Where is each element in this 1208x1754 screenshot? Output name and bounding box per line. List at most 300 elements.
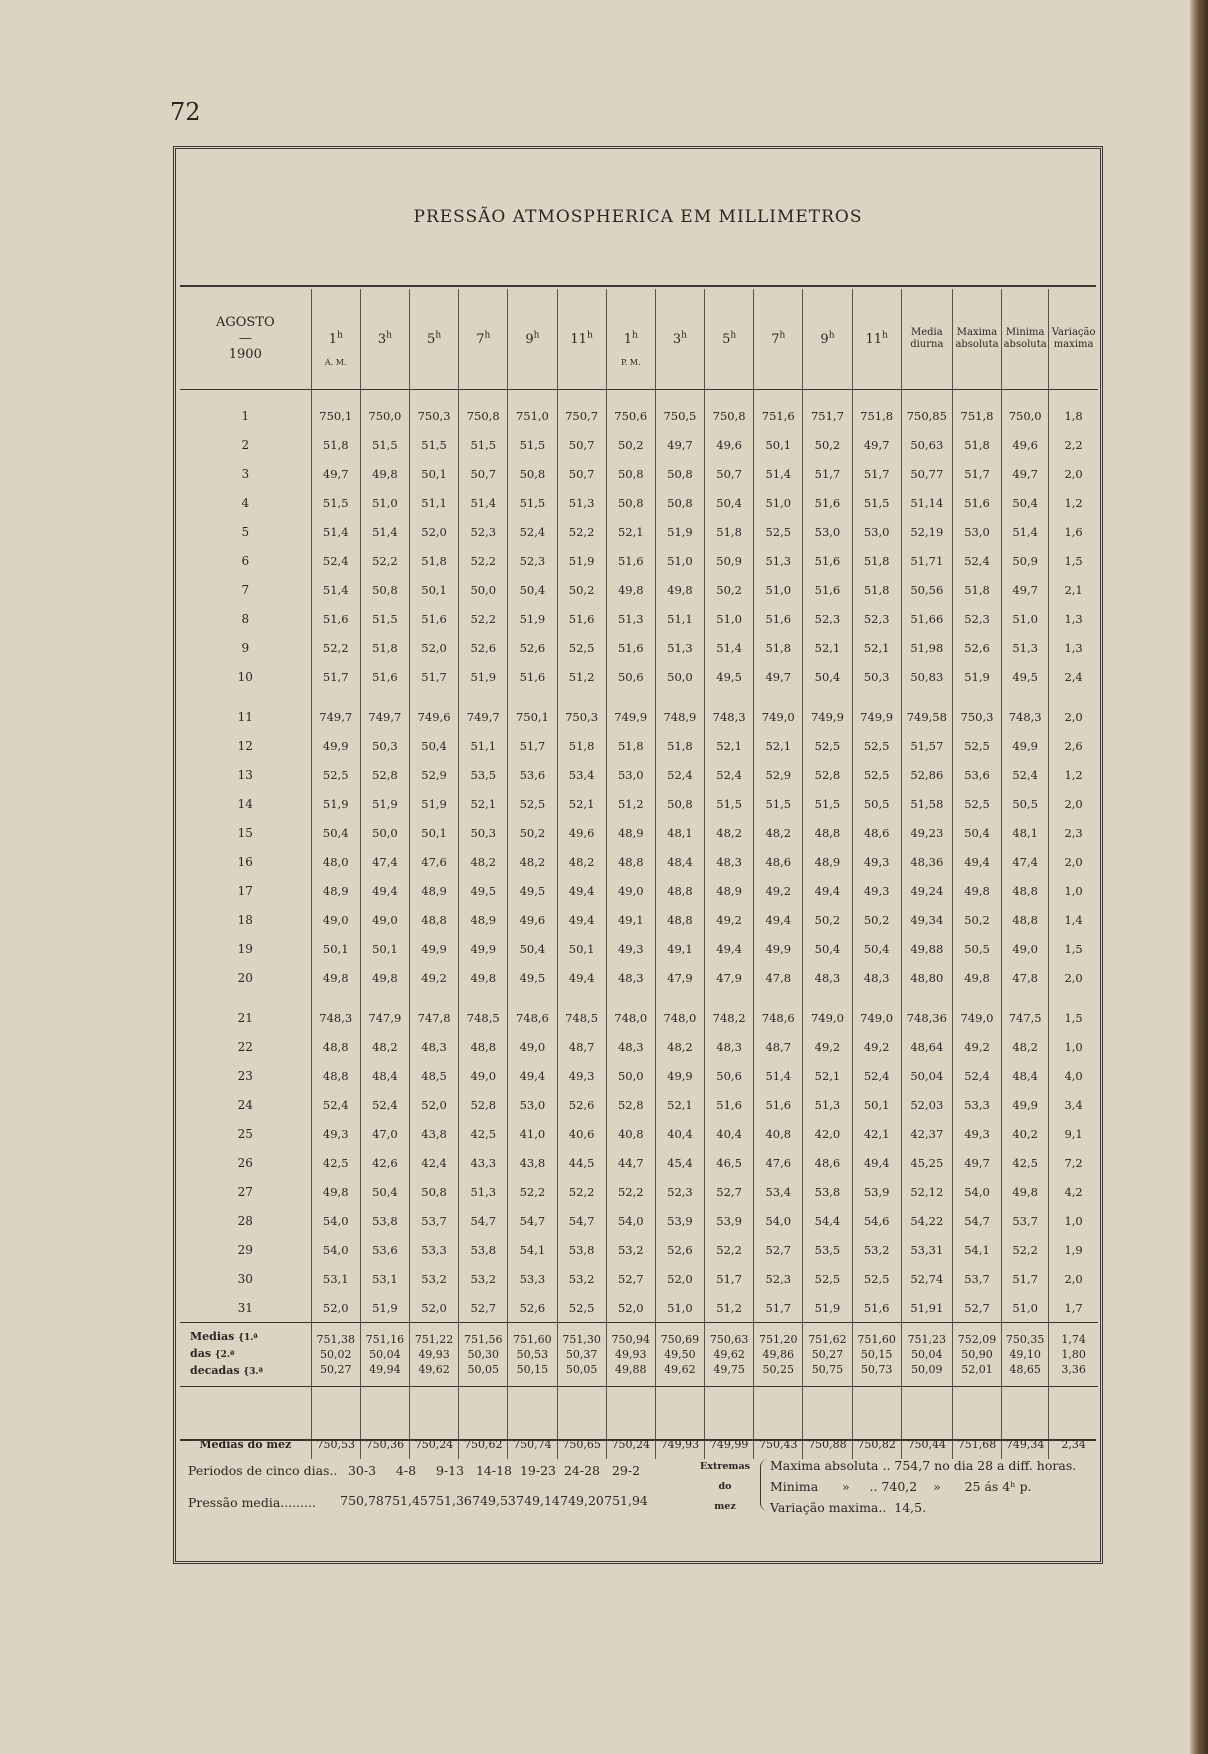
table-cell: 52,4 xyxy=(705,760,754,789)
table-cell: 45,25 xyxy=(901,1148,952,1177)
table-cell: 52,1 xyxy=(803,1061,852,1090)
table-cell: 749,9 xyxy=(852,691,901,731)
decade-means-row xyxy=(180,1323,1098,1387)
table-cell: 51,4 xyxy=(705,633,754,662)
minima-absoluta-header: Minima absoluta xyxy=(1002,289,1049,390)
table-cell: 47,6 xyxy=(409,847,458,876)
table-cell: 51,9 xyxy=(508,604,557,633)
table-title: PRESSÃO ATMOSPHERICA EM MILLIMETROS xyxy=(413,207,863,227)
decade-mean-value: 50,90 xyxy=(961,1348,993,1361)
hour-header: 5$^h$ xyxy=(705,289,754,390)
table-row xyxy=(180,691,1098,731)
table-cell: 51,4 xyxy=(360,517,409,546)
day-number: 14 xyxy=(237,796,253,811)
table-cell: 52,8 xyxy=(459,1090,508,1119)
month-header xyxy=(180,289,311,390)
table-cell: 49,0 xyxy=(508,1032,557,1061)
table-cell: 2,0 xyxy=(1049,963,1098,992)
table-cell: 51,4 xyxy=(311,575,360,604)
table-cell: 51,7 xyxy=(409,662,458,691)
table-cell: 50,2 xyxy=(705,575,754,604)
table-cell: 51,3 xyxy=(803,1090,852,1119)
table-cell: 749,6 xyxy=(409,691,458,731)
table-cell: 54,0 xyxy=(311,1235,360,1264)
table-cell: 53,3 xyxy=(508,1264,557,1293)
decade-mean-value: 52,01 xyxy=(961,1363,993,1376)
table-cell: 1,2 xyxy=(1049,488,1098,517)
table-cell: 51,9 xyxy=(655,517,704,546)
decade-mean-value: 750,69 xyxy=(660,1333,700,1346)
decade-mean-value: 49,86 xyxy=(762,1348,795,1361)
table-cell: 52,2 xyxy=(557,1177,606,1206)
table-cell: 48,9 xyxy=(705,876,754,905)
hour-header: 5$^h$ xyxy=(409,289,458,390)
table-row xyxy=(180,459,1098,488)
decade-mean-value: 49,88 xyxy=(615,1363,647,1376)
table-cell: 48,8 xyxy=(655,876,704,905)
table-cell: 52,03 xyxy=(901,1090,952,1119)
table-cell: 51,3 xyxy=(459,1177,508,1206)
table-cell: 748,3 xyxy=(311,992,360,1032)
table-cell: 50,4 xyxy=(409,731,458,760)
table-cell: 51,6 xyxy=(705,1090,754,1119)
table-cell: 42,1 xyxy=(852,1119,901,1148)
table-cell: 1,2 xyxy=(1049,760,1098,789)
month-mean-cell: 749,99 xyxy=(705,1387,754,1460)
table-cell: 50,1 xyxy=(409,459,458,488)
table-cell: 50,4 xyxy=(311,818,360,847)
table-cell: 49,8 xyxy=(655,575,704,604)
table-cell: 50,8 xyxy=(508,459,557,488)
table-frame xyxy=(173,146,1103,1564)
table-cell: 49,5 xyxy=(705,662,754,691)
decade-mean-value: 750,63 xyxy=(709,1333,749,1346)
table-cell: 49,24 xyxy=(901,876,952,905)
table-cell: 51,66 xyxy=(901,604,952,633)
table-cell: 50,2 xyxy=(606,430,655,459)
day-number: 11 xyxy=(237,709,253,724)
table-cell: 49,5 xyxy=(1002,662,1049,691)
day-number: 27 xyxy=(237,1184,253,1199)
month-mean-cell: 749,34 xyxy=(1002,1387,1049,1460)
table-cell: 1,0 xyxy=(1049,876,1098,905)
decade-mean-value: 50,05 xyxy=(565,1363,598,1376)
table-cell: 42,5 xyxy=(1002,1148,1049,1177)
page-edge-shadow xyxy=(1190,0,1208,1754)
table-cell: 51,9 xyxy=(459,662,508,691)
table-cell: 50,1 xyxy=(409,818,458,847)
table-cell: 49,2 xyxy=(852,1032,901,1061)
pressure-mean-label: Pressão media......... xyxy=(188,1495,317,1510)
table-row xyxy=(180,1032,1098,1061)
month-mean-cell: 750,44 xyxy=(901,1387,952,1460)
decade-mean-value: 50,04 xyxy=(369,1348,401,1361)
table-cell: 50,4 xyxy=(508,934,557,963)
table-cell: 54,7 xyxy=(952,1206,1001,1235)
table-cell: 52,3 xyxy=(508,546,557,575)
decade-mean-value: 48,65 xyxy=(1009,1363,1041,1376)
table-row xyxy=(180,1061,1098,1090)
pressure-mean: 749,53 xyxy=(472,1493,516,1508)
table-cell: 50,1 xyxy=(557,934,606,963)
table-cell: 48,9 xyxy=(459,905,508,934)
table-cell: 53,31 xyxy=(901,1235,952,1264)
table-cell: 51,5 xyxy=(409,430,458,459)
table-cell: 48,3 xyxy=(409,1032,458,1061)
table-cell: 50,2 xyxy=(952,905,1001,934)
table-cell: 1,9 xyxy=(1049,1235,1098,1264)
table-cell: 48,1 xyxy=(1002,818,1049,847)
table-cell: 2,0 xyxy=(1049,847,1098,876)
table-cell: 48,9 xyxy=(606,818,655,847)
table-cell: 51,5 xyxy=(852,488,901,517)
day-number: 3 xyxy=(241,466,250,481)
table-cell: 49,4 xyxy=(557,876,606,905)
table-cell: 49,34 xyxy=(901,905,952,934)
table-cell: 748,0 xyxy=(655,992,704,1032)
table-row xyxy=(180,1177,1098,1206)
table-cell: 52,1 xyxy=(557,789,606,818)
table-cell: 52,1 xyxy=(655,1090,704,1119)
table-cell: 40,6 xyxy=(557,1119,606,1148)
table-cell: 50,6 xyxy=(606,662,655,691)
pressure-mean: 750,78 xyxy=(340,1493,384,1508)
table-cell: 2,0 xyxy=(1049,691,1098,731)
table-cell: 52,8 xyxy=(803,760,852,789)
table-cell: 750,3 xyxy=(557,691,606,731)
table-cell: 52,6 xyxy=(508,633,557,662)
table-cell: 50,0 xyxy=(360,818,409,847)
table-cell: 51,4 xyxy=(311,517,360,546)
table-cell: 51,6 xyxy=(311,604,360,633)
day-number: 17 xyxy=(237,883,253,898)
table-cell: 749,7 xyxy=(311,691,360,731)
pressure-table xyxy=(180,289,1098,1459)
table-cell: 52,0 xyxy=(409,1090,458,1119)
table-cell: 52,0 xyxy=(409,1293,458,1323)
table-cell: 50,3 xyxy=(459,818,508,847)
day-number: 29 xyxy=(237,1242,253,1257)
table-cell: 49,8 xyxy=(459,963,508,992)
table-cell: 49,9 xyxy=(1002,1090,1049,1119)
decade-mean-value: 751,60 xyxy=(513,1333,552,1346)
table-row xyxy=(180,546,1098,575)
decade-mean-value: 50,04 xyxy=(911,1348,943,1361)
table-cell: 51,71 xyxy=(901,546,952,575)
table-cell: 51,4 xyxy=(754,1061,803,1090)
table-cell: 42,0 xyxy=(803,1119,852,1148)
table-row xyxy=(180,731,1098,760)
table-cell: 53,9 xyxy=(655,1206,704,1235)
table-cell: 48,2 xyxy=(1002,1032,1049,1061)
table-cell: 51,1 xyxy=(655,604,704,633)
day-number: 6 xyxy=(241,553,250,568)
decade-means-cell xyxy=(803,1323,852,1387)
table-cell: 50,4 xyxy=(803,934,852,963)
table-cell: 49,6 xyxy=(508,905,557,934)
table-cell: 2,3 xyxy=(1049,818,1098,847)
table-cell: 49,0 xyxy=(311,905,360,934)
table-cell: 749,58 xyxy=(901,691,952,731)
table-cell: 51,6 xyxy=(803,546,852,575)
decade-mean-value: 50,27 xyxy=(319,1363,352,1376)
table-cell: 9,1 xyxy=(1049,1119,1098,1148)
table-row xyxy=(180,390,1098,431)
table-cell: 51,6 xyxy=(606,546,655,575)
table-cell: 51,8 xyxy=(952,575,1001,604)
table-cell: 53,7 xyxy=(1002,1206,1049,1235)
day-number: 31 xyxy=(237,1300,253,1315)
table-cell: 48,4 xyxy=(1002,1061,1049,1090)
table-cell: 49,2 xyxy=(409,963,458,992)
table-cell: 48,8 xyxy=(1002,905,1049,934)
table-cell: 49,8 xyxy=(1002,1177,1049,1206)
decade-mean-value: 751,30 xyxy=(562,1333,601,1346)
table-cell: 48,9 xyxy=(803,847,852,876)
extremas-label: Extremas do mez xyxy=(700,1461,750,1512)
table-cell: 48,3 xyxy=(606,1032,655,1061)
table-cell: 47,9 xyxy=(655,963,704,992)
table-cell: 48,36 xyxy=(901,847,952,876)
table-cell: 52,7 xyxy=(705,1177,754,1206)
decade-mean-value: 50,15 xyxy=(516,1363,549,1376)
decade-means xyxy=(180,1323,1098,1387)
decade-mean-value: 1,80 xyxy=(1061,1348,1086,1361)
decade-mean-value: 50,02 xyxy=(319,1348,352,1361)
table-cell: 49,9 xyxy=(1002,731,1049,760)
table-cell: 51,7 xyxy=(705,1264,754,1293)
table-cell: 49,2 xyxy=(705,905,754,934)
extremas-lines xyxy=(770,1455,1076,1518)
table-cell: 49,9 xyxy=(311,731,360,760)
table-cell: 51,8 xyxy=(557,731,606,760)
hour-header: 9$^h$ xyxy=(803,289,852,390)
table-cell: 749,7 xyxy=(459,691,508,731)
table-row xyxy=(180,1264,1098,1293)
table-cell: 44,7 xyxy=(606,1148,655,1177)
table-cell: 54,4 xyxy=(803,1206,852,1235)
table-cell: 50,5 xyxy=(1002,789,1049,818)
table-cell: 52,1 xyxy=(606,517,655,546)
table-cell: 50,8 xyxy=(655,789,704,818)
table-cell: 50,6 xyxy=(705,1061,754,1090)
table-cell: 42,5 xyxy=(311,1148,360,1177)
day-number: 18 xyxy=(237,912,253,927)
table-cell: 43,8 xyxy=(409,1119,458,1148)
table-cell: 53,2 xyxy=(852,1235,901,1264)
table-cell: 48,0 xyxy=(311,847,360,876)
table-cell: 52,5 xyxy=(952,789,1001,818)
table-row xyxy=(180,1090,1098,1119)
table-cell: 48,2 xyxy=(360,1032,409,1061)
month-mean-cell: 750,82 xyxy=(852,1387,901,1460)
table-cell: 49,7 xyxy=(852,430,901,459)
table-cell: 51,4 xyxy=(459,488,508,517)
table-cell: 51,1 xyxy=(459,731,508,760)
table-cell: 48,64 xyxy=(901,1032,952,1061)
table-cell: 49,8 xyxy=(360,963,409,992)
table-cell: 49,4 xyxy=(803,876,852,905)
table-cell: 52,0 xyxy=(409,633,458,662)
table-cell: 54,22 xyxy=(901,1206,952,1235)
month-mean-cell: 750,74 xyxy=(508,1387,557,1460)
month-label: AGOSTO xyxy=(215,315,275,330)
table-cell: 46,5 xyxy=(705,1148,754,1177)
decade-means-cell xyxy=(311,1323,360,1387)
table-cell: 749,0 xyxy=(803,992,852,1032)
table-cell: 748,36 xyxy=(901,992,952,1032)
table-cell: 51,6 xyxy=(754,604,803,633)
table-cell: 48,8 xyxy=(655,905,704,934)
table-row xyxy=(180,760,1098,789)
decade-means-cell xyxy=(459,1323,508,1387)
table-cell: 50,5 xyxy=(852,789,901,818)
table-cell: 2,1 xyxy=(1049,575,1098,604)
decade-means-cell xyxy=(606,1323,655,1387)
day-number: 22 xyxy=(237,1039,253,1054)
table-cell: 50,8 xyxy=(655,488,704,517)
table-cell: 1,7 xyxy=(1049,1293,1098,1323)
month-mean-cell: 750,24 xyxy=(606,1387,655,1460)
table-row xyxy=(180,992,1098,1032)
table-cell: 750,3 xyxy=(409,390,458,431)
decade-means-cell xyxy=(952,1323,1001,1387)
period: 24-28 xyxy=(563,1463,601,1478)
table-cell: 52,2 xyxy=(1002,1235,1049,1264)
table-cell: 52,4 xyxy=(952,1061,1001,1090)
table-cell: 52,4 xyxy=(852,1061,901,1090)
table-cell: 48,6 xyxy=(803,1148,852,1177)
table-cell: 48,80 xyxy=(901,963,952,992)
table-cell: 48,4 xyxy=(655,847,704,876)
table-cell: 49,23 xyxy=(901,818,952,847)
day-number: 19 xyxy=(237,941,253,956)
table-cell: 51,7 xyxy=(1002,1264,1049,1293)
table-cell: 49,1 xyxy=(655,934,704,963)
table-cell: 747,5 xyxy=(1002,992,1049,1032)
day-number: 7 xyxy=(241,582,250,597)
table-cell: 50,9 xyxy=(1002,546,1049,575)
table-row xyxy=(180,1206,1098,1235)
table-cell: 750,5 xyxy=(655,390,704,431)
decade-mean-value: 751,56 xyxy=(463,1333,503,1346)
table-cell: 747,9 xyxy=(360,992,409,1032)
table-cell: 50,2 xyxy=(852,905,901,934)
table-cell: 48,5 xyxy=(409,1061,458,1090)
table-cell: 51,8 xyxy=(655,731,704,760)
table-cell: 52,3 xyxy=(803,604,852,633)
table-cell: 50,77 xyxy=(901,459,952,488)
table-cell: 2,4 xyxy=(1049,662,1098,691)
table-cell: 751,8 xyxy=(852,390,901,431)
table-cell: 53,8 xyxy=(557,1235,606,1264)
table-cell: 52,5 xyxy=(852,760,901,789)
table-cell: 49,7 xyxy=(952,1148,1001,1177)
table-cell: 50,04 xyxy=(901,1061,952,1090)
table-cell: 748,3 xyxy=(1002,691,1049,731)
table-cell: 51,0 xyxy=(754,488,803,517)
table-cell: 51,0 xyxy=(705,604,754,633)
table-cell: 48,8 xyxy=(606,847,655,876)
table-cell: 47,9 xyxy=(705,963,754,992)
table-cell: 53,0 xyxy=(606,760,655,789)
table-cell: 749,7 xyxy=(360,691,409,731)
table-cell: 48,2 xyxy=(754,818,803,847)
table-cell: 52,3 xyxy=(754,1264,803,1293)
table-cell: 42,6 xyxy=(360,1148,409,1177)
table-cell: 49,5 xyxy=(508,876,557,905)
table-cell: 44,5 xyxy=(557,1148,606,1177)
table-cell: 52,4 xyxy=(952,546,1001,575)
decade-3-rows xyxy=(180,992,1098,1323)
table-cell: 47,8 xyxy=(1002,963,1049,992)
table-cell: 2,2 xyxy=(1049,430,1098,459)
decade-mean-value: 752,09 xyxy=(957,1333,997,1346)
decade-means-cell xyxy=(901,1323,952,1387)
table-cell: 50,83 xyxy=(901,662,952,691)
table-cell: 54,0 xyxy=(311,1206,360,1235)
table-row xyxy=(180,963,1098,992)
am-label: A. M. xyxy=(324,358,347,367)
table-cell: 51,5 xyxy=(803,789,852,818)
table-row xyxy=(180,517,1098,546)
table-cell: 51,6 xyxy=(754,1090,803,1119)
table-row xyxy=(180,430,1098,459)
table-cell: 53,0 xyxy=(852,517,901,546)
table-cell: 49,4 xyxy=(705,934,754,963)
table-cell: 52,3 xyxy=(655,1177,704,1206)
table-cell: 50,1 xyxy=(754,430,803,459)
table-row xyxy=(180,905,1098,934)
table-cell: 50,4 xyxy=(1002,488,1049,517)
table-cell: 49,0 xyxy=(360,905,409,934)
table-cell: 54,7 xyxy=(459,1206,508,1235)
table-cell: 49,2 xyxy=(803,1032,852,1061)
table-cell: 53,8 xyxy=(360,1206,409,1235)
table-cell: 53,0 xyxy=(508,1090,557,1119)
table-cell: 48,9 xyxy=(409,876,458,905)
table-cell: 49,4 xyxy=(557,905,606,934)
table-cell: 45,4 xyxy=(655,1148,704,1177)
pm-label: P. M. xyxy=(620,358,641,367)
table-cell: 53,8 xyxy=(459,1235,508,1264)
table-cell: 51,6 xyxy=(852,1293,901,1323)
period: 14-18 xyxy=(475,1463,513,1478)
table-cell: 51,5 xyxy=(508,430,557,459)
table-cell: 749,0 xyxy=(754,691,803,731)
table-row xyxy=(180,1235,1098,1264)
month-mean-cell: 750,36 xyxy=(360,1387,409,1460)
month-mean-cell: 750,88 xyxy=(803,1387,852,1460)
table-cell: 49,9 xyxy=(655,1061,704,1090)
table-cell: 50,2 xyxy=(508,818,557,847)
table-cell: 51,5 xyxy=(311,488,360,517)
table-cell: 49,7 xyxy=(754,662,803,691)
table-cell: 748,5 xyxy=(557,992,606,1032)
table-cell: 50,8 xyxy=(409,1177,458,1206)
day-number: 4 xyxy=(241,495,250,510)
table-cell: 52,7 xyxy=(606,1264,655,1293)
table-cell: 51,2 xyxy=(557,662,606,691)
day-number: 24 xyxy=(237,1097,253,1112)
table-cell: 48,8 xyxy=(459,1032,508,1061)
table-cell: 51,8 xyxy=(606,731,655,760)
table-cell: 751,8 xyxy=(952,390,1001,431)
table-cell: 51,9 xyxy=(360,1293,409,1323)
table-cell: 42,4 xyxy=(409,1148,458,1177)
month-mean-cell: 750,24 xyxy=(409,1387,458,1460)
table-cell: 748,6 xyxy=(754,992,803,1032)
